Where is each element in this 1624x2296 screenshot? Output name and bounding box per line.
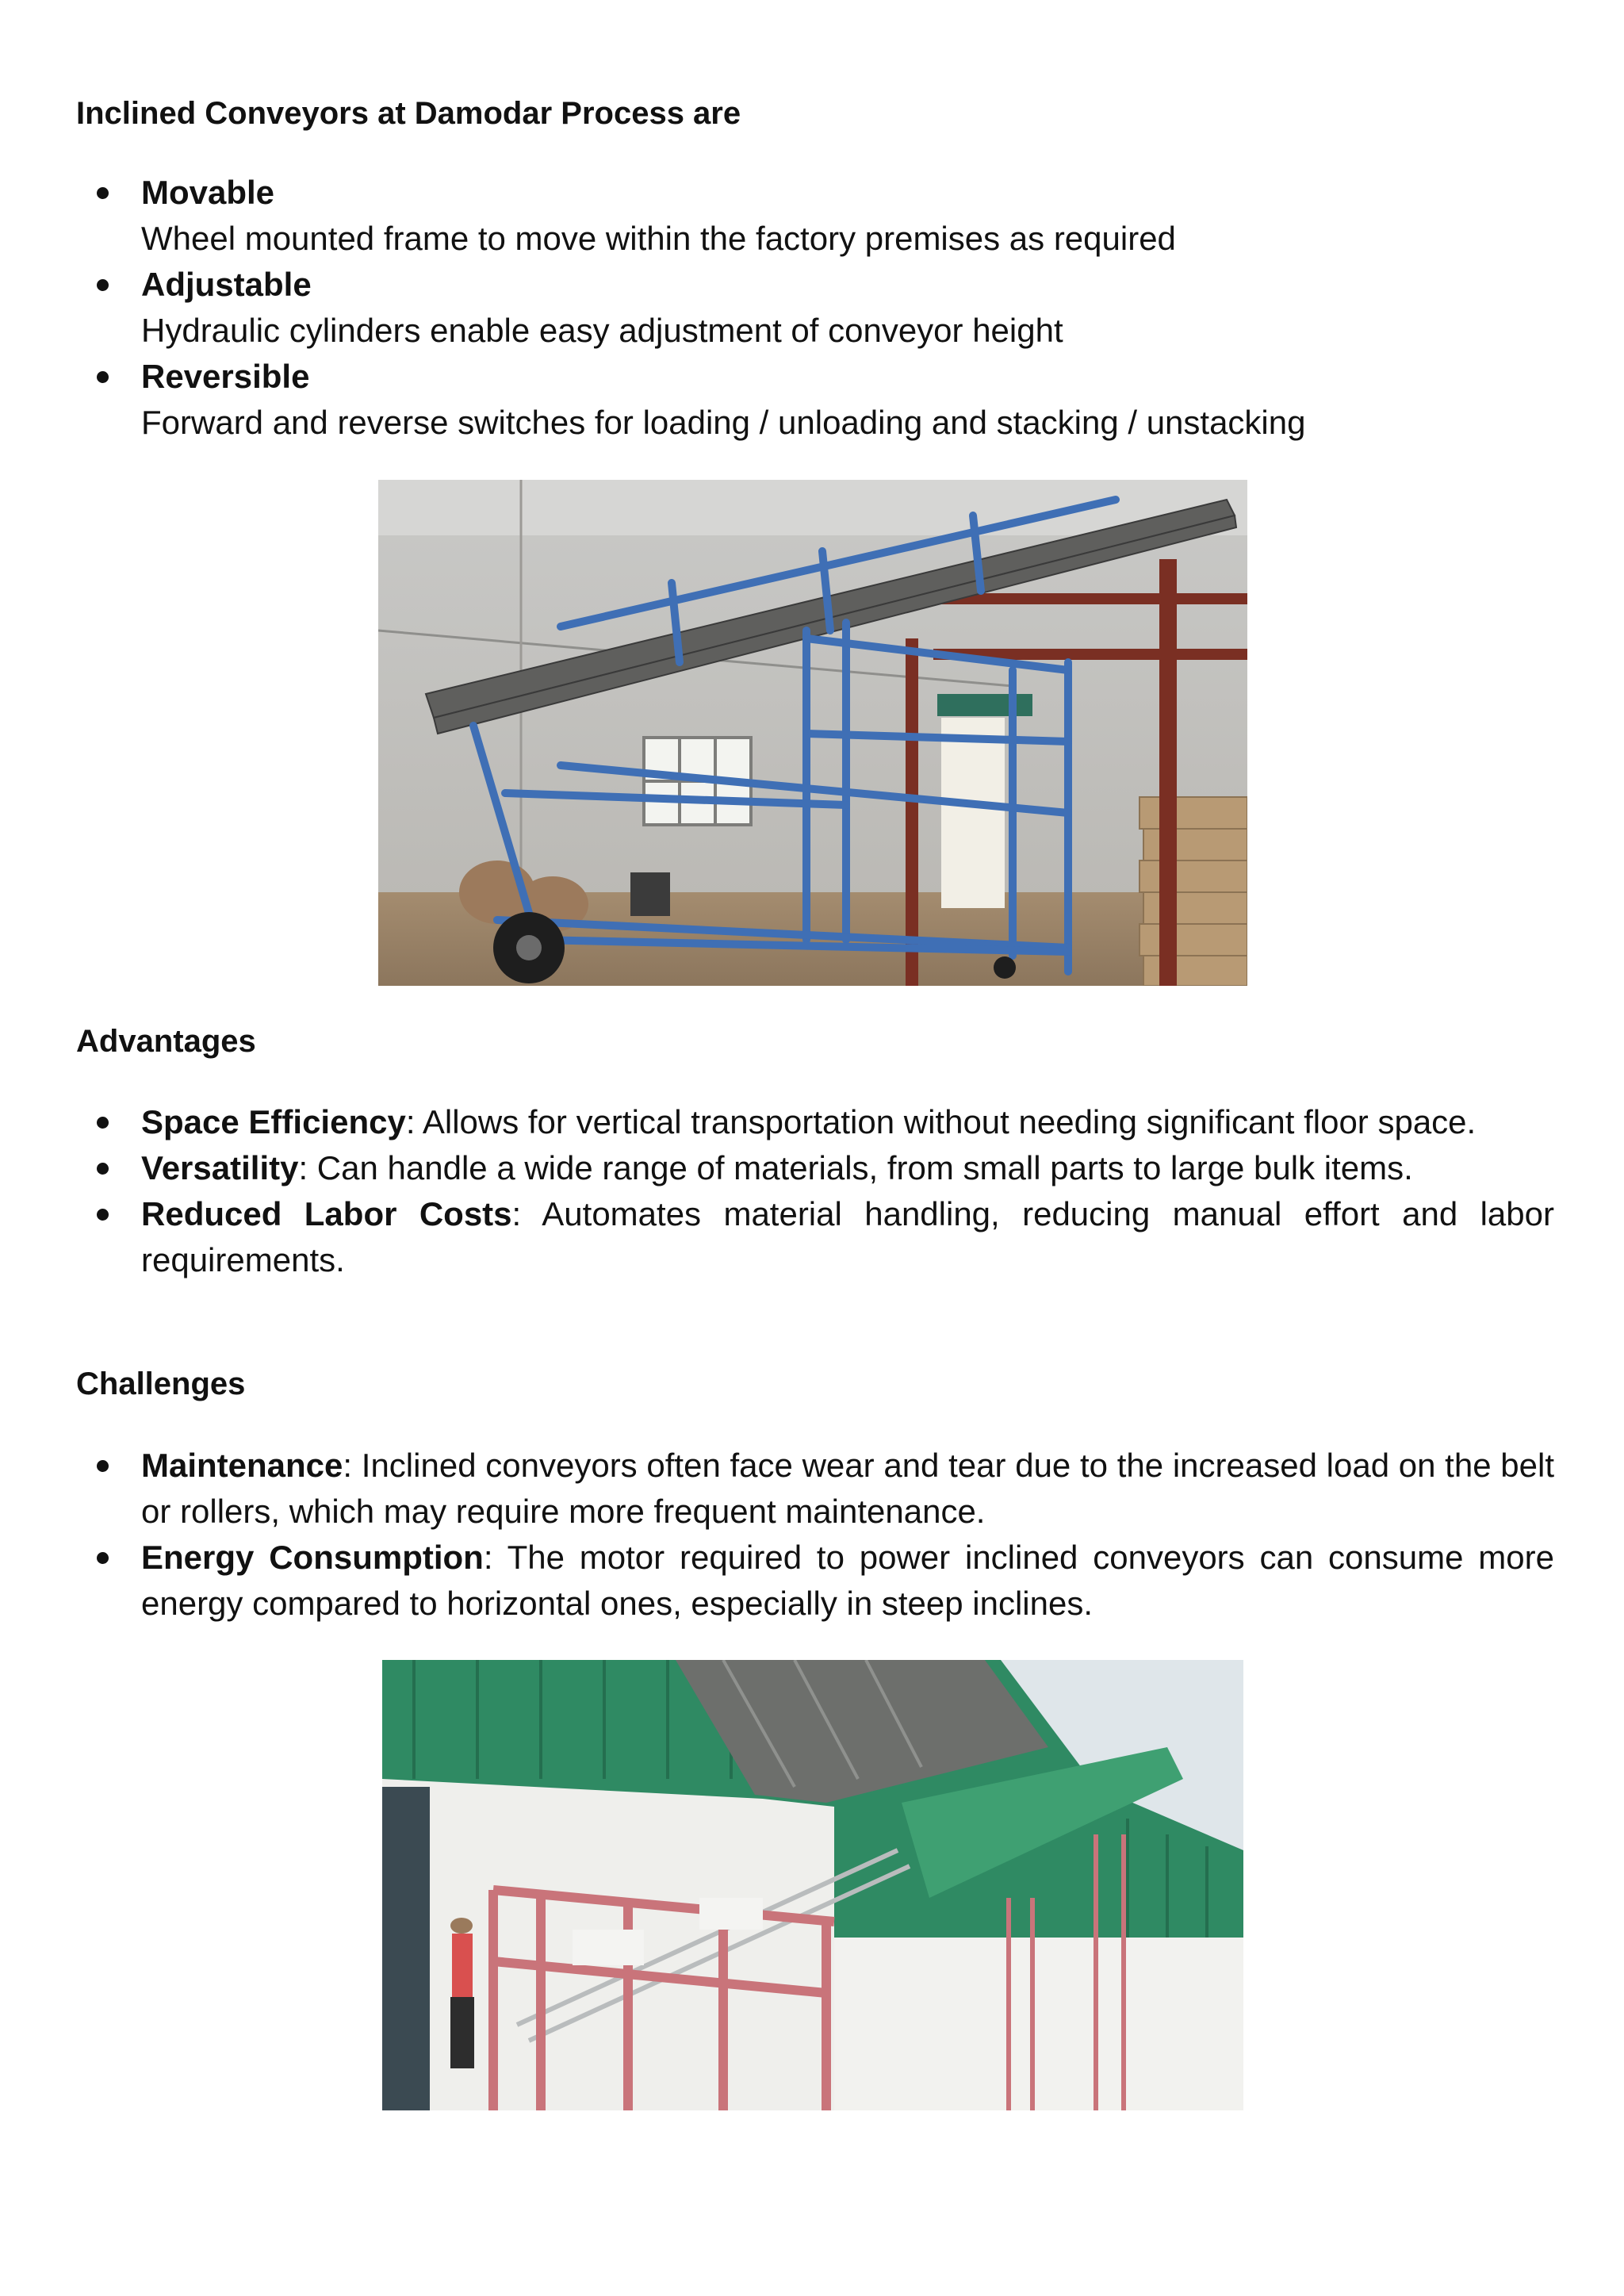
advantage-term: Space Efficiency <box>141 1103 406 1140</box>
feature-term: Adjustable <box>141 266 312 303</box>
list-item <box>76 170 1554 262</box>
conveyor-photo-shed <box>382 1660 1243 2110</box>
feature-term: Reversible <box>141 358 310 395</box>
challenges-list <box>76 1443 1554 1627</box>
feature-description: Forward and reverse switches for loading / unloading and stacking / unstacking <box>141 404 1306 441</box>
feature-term: Movable <box>141 174 275 211</box>
list-item <box>76 1099 1554 1145</box>
bullet-icon <box>97 1552 109 1564</box>
advantage-text: : Allows for vertical transportation without needing significant floor space. <box>405 1103 1477 1140</box>
list-item <box>76 1535 1554 1627</box>
bullet-icon <box>97 1209 109 1221</box>
challenge-text: : The motor required to power inclined conveyors can consume more energy compared to horizontal ones, especially in steep inclines. <box>141 1539 1554 1622</box>
advantage-text: : Can handle a wide range of materials, from small parts to large bulk items. <box>298 1149 1413 1186</box>
advantage-term: Reduced Labor Costs <box>141 1195 512 1232</box>
bullet-icon <box>97 371 109 383</box>
list-item <box>76 1443 1554 1535</box>
page-title: Inclined Conveyors at Damodar Process are <box>76 96 741 131</box>
bullet-icon <box>97 1460 109 1472</box>
advantage-term: Versatility <box>141 1149 299 1186</box>
conveyor-photo-warehouse <box>378 480 1247 986</box>
bullet-icon <box>97 1163 109 1175</box>
bullet-icon <box>97 1117 109 1129</box>
list-item <box>76 354 1554 446</box>
advantages-heading: Advantages <box>76 1024 256 1059</box>
list-item <box>76 1145 1554 1191</box>
advantages-list <box>76 1099 1554 1283</box>
challenge-text: : Inclined conveyors often face wear and tear due to the increased load on the belt or rollers, which may require more frequent maintenance. <box>141 1447 1554 1530</box>
feature-description: Wheel mounted frame to move within the factory premises as required <box>141 220 1176 257</box>
bullet-icon <box>97 279 109 291</box>
list-item <box>76 1191 1554 1283</box>
challenge-term: Maintenance <box>141 1447 343 1484</box>
list-item <box>76 262 1554 354</box>
challenge-term: Energy Consumption <box>141 1539 484 1576</box>
challenges-heading: Challenges <box>76 1366 246 1401</box>
feature-list <box>76 170 1554 446</box>
advantage-text: : Automates material handling, reducing manual effort and labor requirements. <box>141 1195 1554 1278</box>
bullet-icon <box>97 187 109 199</box>
feature-description: Hydraulic cylinders enable easy adjustment of conveyor height <box>141 312 1063 349</box>
